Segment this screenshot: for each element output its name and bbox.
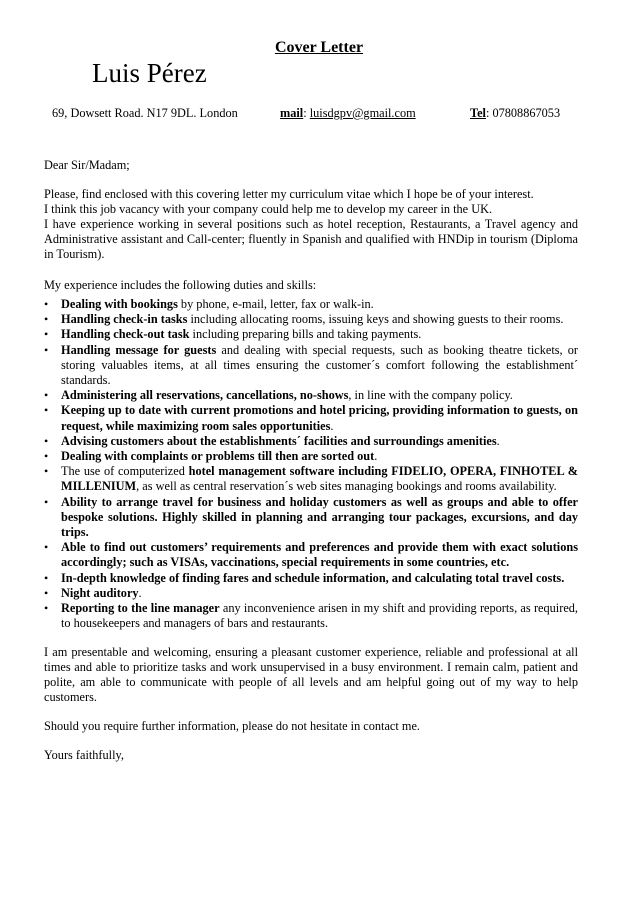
duty-item — [44, 327, 578, 342]
duty-text: . — [330, 418, 334, 433]
bullet-icon: • — [44, 601, 49, 616]
intro-line-2: I think this job vacancy with your company could help me to develop my career in the UK. — [44, 202, 493, 216]
duty-text: . — [496, 433, 500, 448]
closing-paragraph: I am presentable and welcoming, ensuring a pleasant customer experience, reliable and professional at all times and able to prioritize tasks and work unsupervised in a busy environment. I remain calm, patient and polite, am able to communicate with people of all levels and am helpful going out of my way to help customers. — [44, 645, 578, 705]
duty-text: . — [374, 449, 378, 464]
duty-item — [44, 571, 578, 586]
bullet-icon: • — [44, 433, 49, 448]
document-title: Cover Letter — [274, 39, 364, 56]
duty-text: , in line with the company policy. — [348, 388, 513, 403]
intro-line-1: Please, find enclosed with this covering letter my curriculum vitae which I hope be of your interest. — [44, 187, 534, 201]
duty-item — [44, 464, 578, 494]
duty-text: . — [138, 585, 142, 600]
mail-value: luisdgpv@gmail.com — [309, 106, 416, 120]
bullet-icon: • — [44, 327, 49, 342]
duty-bold: Night auditory — [61, 585, 139, 600]
signoff: Yours faithfully, — [44, 748, 124, 763]
applicant-name: Luis Pérez — [92, 58, 207, 88]
bullet-icon: • — [44, 388, 49, 403]
mail-label: mail — [280, 106, 304, 120]
duty-item — [44, 586, 578, 601]
tel-label: Tel — [470, 106, 486, 120]
duty-bold: Keeping up to date with current promotions and hotel pricing, providing information to guests, on request, while maximizing room sales opportunities — [61, 403, 578, 433]
duty-item — [44, 540, 578, 570]
bullet-icon: • — [44, 585, 49, 600]
duties-intro: My experience includes the following duties and skills: — [44, 278, 317, 292]
duty-item — [44, 312, 578, 327]
intro-line-3: I have experience working in several positions such as hotel reception, Restaurants, a Travel agency and Administrative assistant and Call-center; fluently in Spanish and qualified with HNDip in tourism (Diploma in Tourism). — [44, 217, 578, 261]
salutation: Dear Sir/Madam; — [44, 158, 130, 172]
mail-contact: mail: luisdgpv@gmail.com — [280, 106, 416, 120]
duty-prefix: The use of computerized — [61, 464, 189, 479]
duty-text: any inconvenience arisen in my shift and providing reports, as required, to housekeepers and managers of bars and restaurants. — [61, 601, 578, 631]
duty-item — [44, 388, 578, 403]
address: 69, Dowsett Road. N17 9DL. London — [52, 106, 238, 120]
duty-item — [44, 495, 578, 541]
duty-item — [44, 297, 578, 312]
duty-item — [44, 403, 578, 433]
duty-bold: Ability to arrange travel for business and holiday customers as well as groups and able to offer bespoke solutions. Highly skilled in planning and arranging tour packages, excursions, and day trips. — [61, 494, 578, 540]
duty-bold: Handling message for guests — [61, 342, 217, 357]
letter-body — [44, 158, 578, 763]
duty-bold: Handling check-in tasks — [61, 312, 188, 327]
duty-item — [44, 343, 578, 389]
duty-text: including preparing bills and taking payments. — [189, 327, 422, 342]
bullet-icon: • — [44, 540, 49, 555]
duty-item — [44, 434, 578, 449]
further-info: Should you require further information, please do not hesitate in contact me. — [44, 719, 420, 734]
bullet-icon: • — [44, 297, 49, 311]
duty-text: including allocating rooms, issuing keys and showing guests to their rooms. — [187, 312, 564, 327]
tel-contact: Tel: 07808867053 — [470, 106, 561, 120]
bullet-icon: • — [44, 312, 49, 327]
duties-list — [44, 297, 578, 631]
bullet-icon: • — [44, 494, 49, 509]
duty-item — [44, 601, 578, 631]
duty-bold: Administering all reservations, cancellations, no-shows — [61, 388, 349, 403]
bullet-icon: • — [44, 570, 49, 585]
duty-text: by phone, e-mail, letter, fax or walk-in. — [177, 297, 374, 311]
bullet-icon: • — [44, 403, 49, 418]
bullet-icon: • — [44, 449, 49, 464]
duty-bold: Reporting to the line manager — [61, 601, 220, 616]
duty-item — [44, 449, 578, 464]
duty-text: and dealing with special requests, such as booking theatre tickets, or storing valuables items, at all times ensuring the customer´s comfort following the establishment´ standards. — [61, 342, 578, 388]
duty-bold: Handling check-out task — [61, 327, 190, 342]
duty-bold: Dealing with bookings — [61, 297, 178, 311]
duty-text: , as well as central reservation´s web sites managing bookings and rooms availability. — [136, 479, 557, 494]
duty-bold: Able to find out customers’ requirements and preferences and provide them with exact solutions accordingly; such as VISAs, vaccinations, special requirements in some countries, etc. — [61, 540, 578, 570]
contact-line — [52, 106, 592, 124]
duty-bold: Advising customers about the establishments´ facilities and surroundings amenities — [61, 433, 497, 448]
bullet-icon: • — [44, 464, 49, 479]
duty-bold: hotel management software including FIDELIO, OPERA, FINHOTEL & MILLENIUM — [61, 464, 579, 494]
duty-bold: Dealing with complaints or problems till then are sorted out — [61, 449, 375, 464]
bullet-icon: • — [44, 342, 49, 357]
duty-bold: In-depth knowledge of finding fares and schedule information, and calculating total travel costs. — [61, 570, 565, 585]
tel-value: 07808867053 — [492, 106, 561, 120]
